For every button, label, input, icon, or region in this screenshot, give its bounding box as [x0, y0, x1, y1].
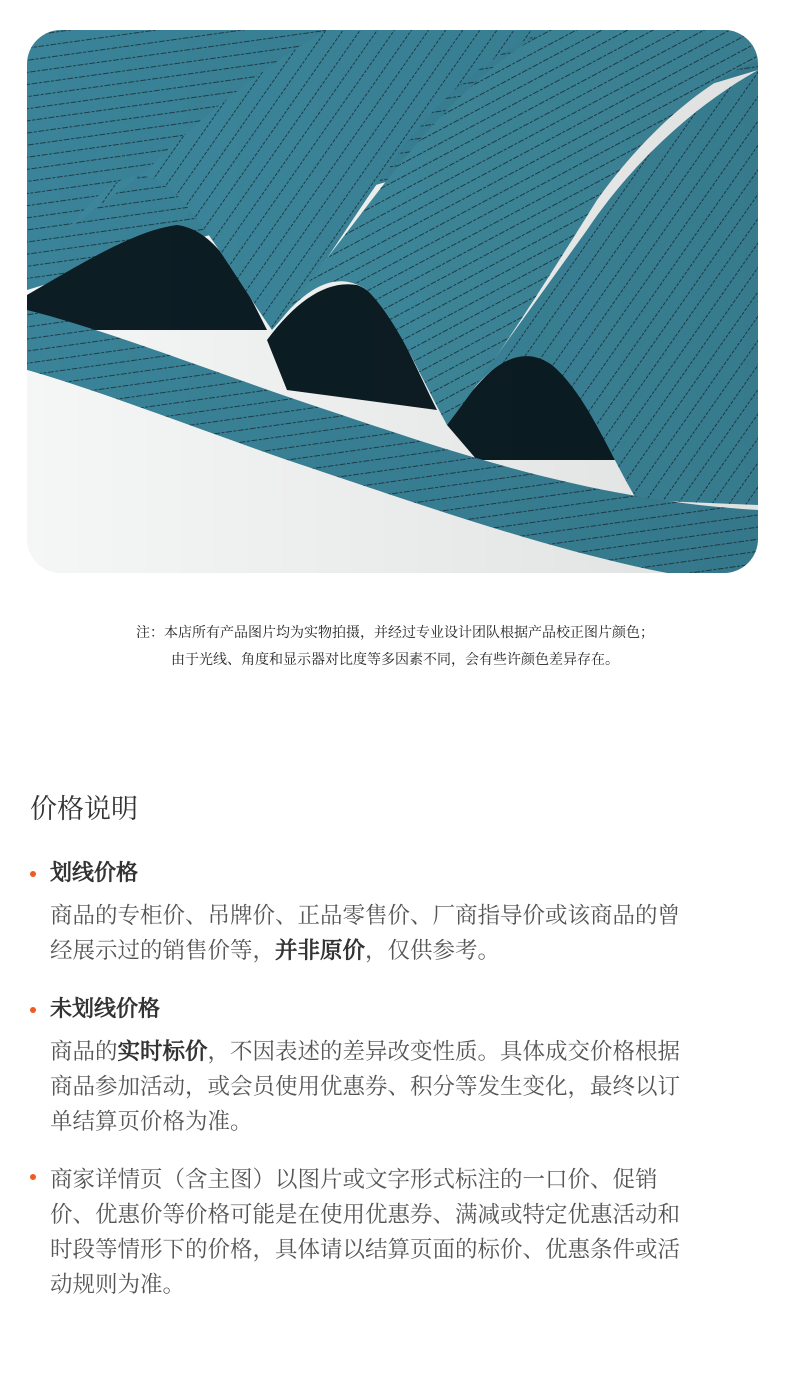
description-line: 时段等情形下的价格，具体请以结算页面的标价、优惠条件或活: [50, 1237, 681, 1263]
price-item-strikethrough: [30, 857, 765, 969]
description-line: 经展示过的销售价等，并非原价，仅供参考。: [50, 938, 501, 964]
item-description: [50, 1163, 765, 1303]
bullet-dot: [30, 1007, 36, 1013]
fabric-illustration: [27, 30, 758, 573]
description-line: 动规则为准。: [50, 1272, 186, 1298]
description-line: 单结算页价格为准。: [50, 1109, 253, 1135]
price-item-merchant-note: [30, 1163, 765, 1303]
description-line: 价、优惠价等价格可能是在使用优惠券、满减或特定优惠活动和: [50, 1202, 681, 1228]
description-line: 商家详情页（含主图）以图片或文字形式标注的一口价、促销: [50, 1167, 658, 1193]
description-line: 商品参加活动，或会员使用优惠券、积分等发生变化，最终以订: [50, 1074, 681, 1100]
item-heading: 未划线价格: [50, 997, 161, 1022]
photo-disclaimer: [0, 620, 790, 674]
product-photo: [27, 30, 758, 573]
price-item-non-strikethrough: [30, 993, 765, 1140]
emphasis-text: 并非原价: [275, 938, 366, 964]
bullet-dot: [30, 1174, 36, 1180]
description-line: 商品的专柜价、吊牌价、正品零售价、厂商指导价或该商品的曾: [50, 903, 681, 929]
description-line: 商品的实时标价，不因表述的差异改变性质。具体成交价格根据: [50, 1039, 681, 1065]
disclaimer-line-1: 注：本店所有产品图片均为实物拍摄，并经过专业设计团队根据产品校正图片颜色；: [136, 625, 654, 641]
emphasis-text: 实时标价: [117, 1039, 208, 1065]
price-section-title: 价格说明: [30, 794, 138, 825]
item-description: [50, 899, 765, 969]
bullet-dot: [30, 871, 36, 877]
item-heading: 划线价格: [50, 861, 139, 886]
disclaimer-line-2: 由于光线、角度和显示器对比度等多因素不同，会有些许颜色差异存在。: [171, 652, 619, 668]
item-description: [50, 1035, 765, 1140]
